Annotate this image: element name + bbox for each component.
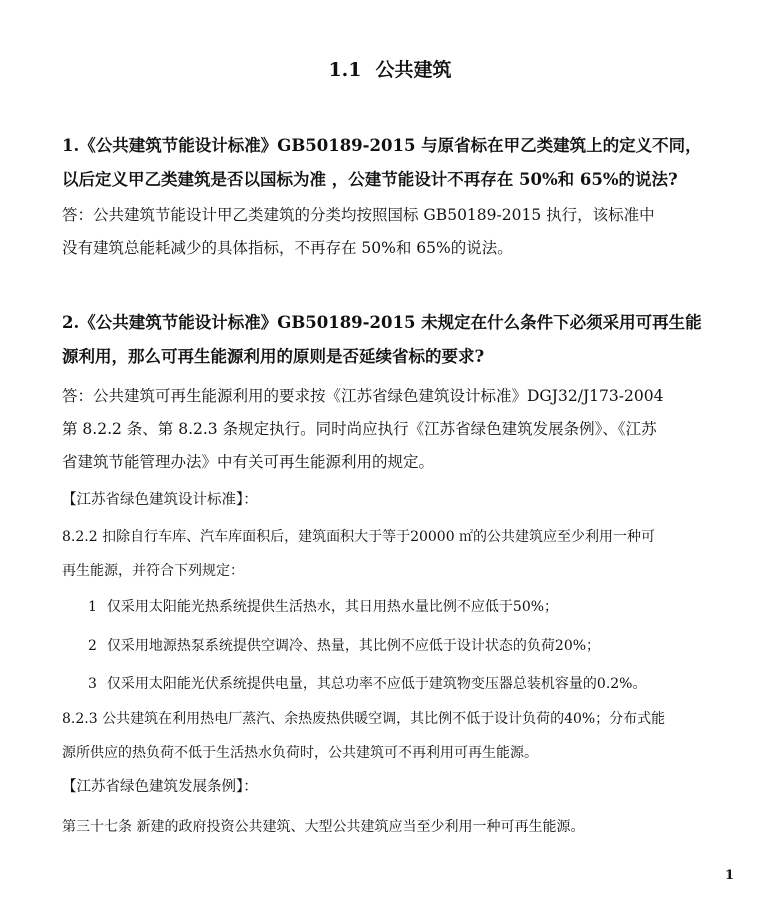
clause-8-2-2-line: 8.2.2 扣除自行车库、汽车库面积后，建筑面积大于等于20000 ㎡的公共建筑应至少利用一种可 <box>62 529 656 545</box>
question-1-line: 以后定义甲乙类建筑是否以国标为准 ，公建节能设计不再存在 50%和 65%的说法? <box>62 170 678 189</box>
section-heading <box>0 55 780 82</box>
clause-item-text: 仅采用地源热泵系统提供空调冷、热量，其比例不应低于设计状态的负荷20%； <box>106 638 601 654</box>
section-title: 公共建筑 <box>375 59 452 81</box>
answer-1 <box>62 199 742 265</box>
clause-8-2-2-line: 再生能源，并符合下列规定： <box>62 563 244 579</box>
answer-1-line: 没有建筑总能耗减少的具体指标，不再存在 50%和 65%的说法。 <box>62 239 513 257</box>
clause-item-number: 1 <box>88 599 97 615</box>
clause-8-2-3-line: 源所供应的热负荷不低于生活热水负荷时，公共建筑可不再利用可再生能源。 <box>62 745 538 761</box>
question-1-line: 1.《公共建筑节能设计标准》GB50189-2015 与原省标在甲乙类建筑上的定义不同， <box>62 136 702 155</box>
clause-8-2-3-line: 8.2.3 公共建筑在利用热电厂蒸汽、余热废热供暖空调，其比例不低于设计负荷的40%；分布式能 <box>62 711 666 727</box>
reference-heading-design-standard: 【江苏省绿色建筑设计标准】： <box>62 492 258 508</box>
reference-heading-development-regulation: 【江苏省绿色建筑发展条例】： <box>62 779 258 795</box>
clause-item-text: 仅采用太阳能光伏系统提供电量，其总功率不应低于建筑物变压器总装机容量的0.2%。 <box>106 676 647 692</box>
clause-item <box>88 631 748 661</box>
answer-2 <box>62 380 742 479</box>
article-37: 第三十七条 新建的政府投资公共建筑、大型公共建筑应当至少利用一种可再生能源。 <box>62 819 585 835</box>
clause-item-number: 3 <box>88 676 97 692</box>
clause-8-2-3 <box>62 702 742 770</box>
answer-2-line: 省建筑节能管理办法》中有关可再生能源利用的规定。 <box>62 453 435 471</box>
question-1 <box>62 129 742 197</box>
answer-1-line: 答：公共建筑节能设计甲乙类建筑的分类均按照国标 GB50189-2015 执行，该标准中 <box>62 206 655 224</box>
clause-item <box>88 669 748 699</box>
question-2-line: 2.《公共建筑节能设计标准》GB50189-2015 未规定在什么条件下必须采用可再生能 <box>62 313 702 332</box>
question-2-line: 源利用，那么可再生能源利用的原则是否延续省标的要求? <box>62 347 485 366</box>
section-number: 1.1 <box>328 59 362 81</box>
clause-item-text: 仅采用太阳能光热系统提供生活热水，其日用热水量比例不应低于50%； <box>106 599 559 615</box>
answer-2-line: 答：公共建筑可再生能源利用的要求按《江苏省绿色建筑设计标准》DGJ32/J173-2004 <box>62 387 664 405</box>
question-2 <box>62 306 742 374</box>
answer-2-line: 第 8.2.2 条、第 8.2.3 条规定执行。同时尚应执行《江苏省绿色建筑发展条例》、《江苏 <box>62 420 657 438</box>
page-number: 1 <box>724 868 734 883</box>
clause-item-number: 2 <box>88 638 97 654</box>
clause-8-2-2 <box>62 520 742 588</box>
clause-item <box>88 592 748 622</box>
